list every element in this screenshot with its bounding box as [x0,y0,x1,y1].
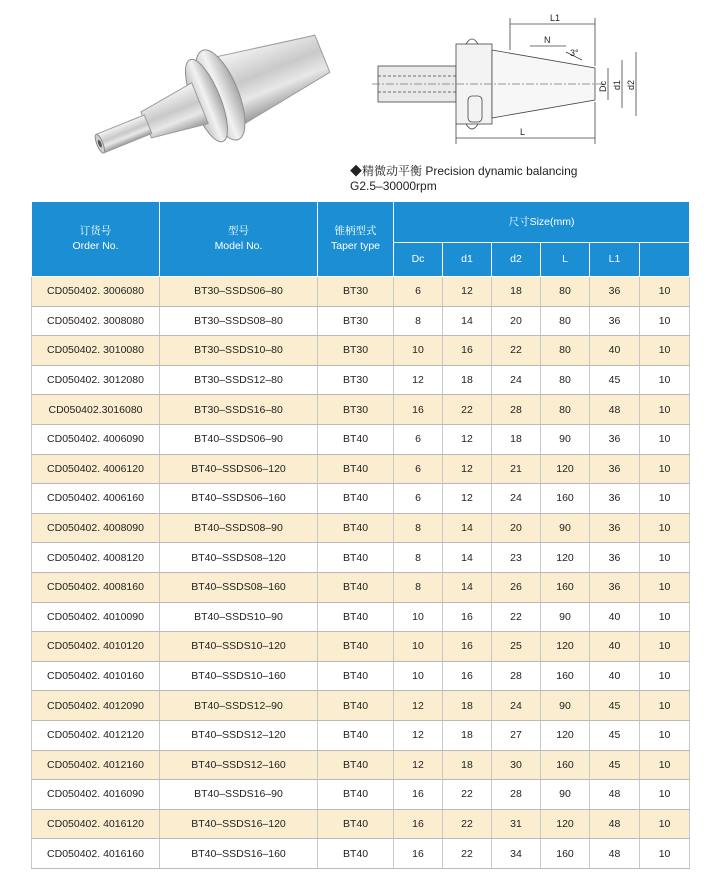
cell-d2: 31 [492,809,541,839]
cell-extra: 10 [640,454,690,484]
cell-model-no: BT40–SSDS08–90 [160,513,318,543]
caption-rpm: G2.5–30000rpm [350,179,437,193]
col-l: L [541,243,590,277]
cell-dc: 12 [394,750,443,780]
cell-d1: 16 [443,336,492,366]
table-row [32,750,690,780]
cell-d2: 18 [492,277,541,307]
cell-taper-type: BT40 [318,513,394,543]
cell-d1: 22 [443,809,492,839]
cell-dc: 10 [394,602,443,632]
cell-model-no: BT30–SSDS16–80 [160,395,318,425]
cell-d2: 26 [492,572,541,602]
cell-order-no: CD050402. 4010160 [32,661,160,691]
cell-l: 120 [541,454,590,484]
table-row [32,277,690,307]
col-extra [640,243,690,277]
cell-taper-type: BT40 [318,750,394,780]
cell-l: 90 [541,691,590,721]
cell-d1: 12 [443,454,492,484]
cell-order-no: CD050402. 3008080 [32,306,160,336]
cell-l: 160 [541,484,590,514]
cell-extra: 10 [640,424,690,454]
col-d1: d1 [443,243,492,277]
cell-dc: 10 [394,336,443,366]
cell-d1: 12 [443,484,492,514]
cell-dc: 16 [394,395,443,425]
cell-dc: 8 [394,572,443,602]
balancing-caption [350,164,577,194]
cell-taper-type: BT30 [318,395,394,425]
cell-l1: 45 [590,720,640,750]
table-row [32,336,690,366]
cell-l1: 40 [590,336,640,366]
cell-order-no: CD050402. 4016120 [32,809,160,839]
cell-order-no: CD050402. 4006090 [32,424,160,454]
cell-d2: 24 [492,484,541,514]
cell-model-no: BT40–SSDS10–120 [160,632,318,662]
cell-d2: 18 [492,424,541,454]
cell-d2: 21 [492,454,541,484]
cell-dc: 16 [394,839,443,869]
cell-l1: 36 [590,543,640,573]
table-row [32,543,690,573]
col-taper-type: 锥柄型式 Taper type [318,202,394,277]
cell-d1: 18 [443,720,492,750]
cell-l: 120 [541,720,590,750]
cell-l1: 36 [590,306,640,336]
table-row [32,513,690,543]
cell-taper-type: BT40 [318,484,394,514]
cell-d2: 20 [492,513,541,543]
cell-extra: 10 [640,602,690,632]
cell-l: 90 [541,513,590,543]
table-row [32,720,690,750]
cell-model-no: BT40–SSDS16–160 [160,839,318,869]
cell-l: 160 [541,572,590,602]
cell-l: 160 [541,839,590,869]
cell-order-no: CD050402. 3006080 [32,277,160,307]
cell-d2: 28 [492,395,541,425]
cell-d2: 27 [492,720,541,750]
cell-model-no: BT40–SSDS08–160 [160,572,318,602]
cell-d2: 23 [492,543,541,573]
cell-dc: 10 [394,632,443,662]
cell-d1: 14 [443,572,492,602]
cell-dc: 6 [394,454,443,484]
drawing-label-angle: 3° [570,48,579,58]
cell-taper-type: BT40 [318,720,394,750]
cell-l: 160 [541,661,590,691]
cell-taper-type: BT40 [318,780,394,810]
cell-l: 80 [541,395,590,425]
cell-extra: 10 [640,809,690,839]
cell-model-no: BT30–SSDS12–80 [160,365,318,395]
cell-l1: 36 [590,572,640,602]
cell-model-no: BT40–SSDS12–120 [160,720,318,750]
col-l1: L1 [590,243,640,277]
cell-l1: 40 [590,661,640,691]
cell-d1: 14 [443,306,492,336]
tool-holder-photo [80,5,350,185]
cell-d1: 22 [443,839,492,869]
cell-d2: 22 [492,336,541,366]
cell-order-no: CD050402. 3012080 [32,365,160,395]
cell-l: 80 [541,306,590,336]
col-d2: d2 [492,243,541,277]
drawing-label-n: N [544,35,551,45]
cell-dc: 8 [394,306,443,336]
cell-extra: 10 [640,572,690,602]
table-row [32,602,690,632]
cell-taper-type: BT40 [318,454,394,484]
cell-d1: 22 [443,780,492,810]
cell-taper-type: BT40 [318,632,394,662]
cell-model-no: BT40–SSDS06–90 [160,424,318,454]
cell-model-no: BT40–SSDS06–120 [160,454,318,484]
cell-l: 120 [541,543,590,573]
cell-l1: 36 [590,484,640,514]
cell-taper-type: BT40 [318,809,394,839]
cell-l: 80 [541,277,590,307]
table-row [32,484,690,514]
cell-l1: 48 [590,780,640,810]
cell-d1: 22 [443,395,492,425]
col-order-no: 订货号 Order No. [32,202,160,277]
cell-model-no: BT40–SSDS08–120 [160,543,318,573]
cell-l1: 48 [590,395,640,425]
cell-l1: 48 [590,839,640,869]
cell-d1: 16 [443,661,492,691]
cell-extra: 10 [640,484,690,514]
cell-dc: 8 [394,513,443,543]
drawing-label-dc: Dc [598,81,608,92]
cell-order-no: CD050402.3016080 [32,395,160,425]
cell-extra: 10 [640,839,690,869]
cell-dc: 6 [394,484,443,514]
cell-taper-type: BT40 [318,602,394,632]
cell-taper-type: BT30 [318,277,394,307]
cell-taper-type: BT30 [318,336,394,366]
table-row [32,572,690,602]
table-row [32,691,690,721]
cell-d1: 16 [443,632,492,662]
cell-order-no: CD050402. 4012120 [32,720,160,750]
cell-taper-type: BT40 [318,572,394,602]
cell-model-no: BT40–SSDS12–90 [160,691,318,721]
cell-dc: 8 [394,543,443,573]
col-size-group: 尺寸Size(mm) [394,202,690,243]
cell-l1: 45 [590,750,640,780]
cell-model-no: BT40–SSDS10–90 [160,602,318,632]
cell-l1: 36 [590,513,640,543]
cell-extra: 10 [640,543,690,573]
table-row [32,661,690,691]
table-row [32,454,690,484]
cell-d2: 28 [492,780,541,810]
drawing-label-d1: d1 [612,79,622,90]
cell-model-no: BT30–SSDS10–80 [160,336,318,366]
cell-l: 120 [541,632,590,662]
cell-taper-type: BT30 [318,306,394,336]
cell-model-no: BT40–SSDS16–90 [160,780,318,810]
cell-order-no: CD050402. 4008120 [32,543,160,573]
cell-extra: 10 [640,720,690,750]
cell-d1: 18 [443,691,492,721]
cell-extra: 10 [640,780,690,810]
cell-order-no: CD050402. 4010090 [32,602,160,632]
cell-l: 80 [541,365,590,395]
cell-extra: 10 [640,395,690,425]
cell-d2: 25 [492,632,541,662]
table-row [32,632,690,662]
cell-extra: 10 [640,277,690,307]
cell-model-no: BT30–SSDS08–80 [160,306,318,336]
cell-l: 80 [541,336,590,366]
cell-d2: 30 [492,750,541,780]
cell-taper-type: BT40 [318,661,394,691]
table-row [32,365,690,395]
cell-order-no: CD050402. 4010120 [32,632,160,662]
cell-extra: 10 [640,632,690,662]
table-row [32,306,690,336]
cell-taper-type: BT40 [318,691,394,721]
caption-cn: ◆精微动平衡 [350,164,423,178]
table-row [32,839,690,869]
cell-d2: 22 [492,602,541,632]
cell-l1: 36 [590,424,640,454]
cell-dc: 6 [394,277,443,307]
cell-model-no: BT40–SSDS16–120 [160,809,318,839]
cell-model-no: BT40–SSDS10–160 [160,661,318,691]
table-row [32,424,690,454]
drawing-label-d2: d2 [626,79,636,90]
cell-order-no: CD050402. 4012160 [32,750,160,780]
spec-table [31,201,690,869]
cell-l1: 45 [590,365,640,395]
cell-d1: 14 [443,543,492,573]
cell-taper-type: BT40 [318,424,394,454]
table-row [32,395,690,425]
cell-model-no: BT40–SSDS06–160 [160,484,318,514]
cell-dc: 6 [394,424,443,454]
cell-dc: 10 [394,661,443,691]
cell-order-no: CD050402. 4016160 [32,839,160,869]
cell-order-no: CD050402. 4006160 [32,484,160,514]
cell-order-no: CD050402. 4008160 [32,572,160,602]
cell-l: 160 [541,750,590,780]
cell-d1: 16 [443,602,492,632]
cell-l1: 40 [590,602,640,632]
cell-extra: 10 [640,661,690,691]
cell-extra: 10 [640,513,690,543]
cell-d2: 24 [492,691,541,721]
cell-l: 90 [541,780,590,810]
cell-l: 90 [541,602,590,632]
cell-d1: 12 [443,424,492,454]
col-model-no: 型号 Model No. [160,202,318,277]
table-row [32,780,690,810]
cell-taper-type: BT40 [318,839,394,869]
cell-extra: 10 [640,336,690,366]
cell-d2: 24 [492,365,541,395]
cell-order-no: CD050402. 4006120 [32,454,160,484]
cell-l1: 40 [590,632,640,662]
cell-extra: 10 [640,750,690,780]
cell-model-no: BT30–SSDS06–80 [160,277,318,307]
cell-model-no: BT40–SSDS12–160 [160,750,318,780]
cell-l1: 36 [590,454,640,484]
cell-d2: 20 [492,306,541,336]
cell-d2: 34 [492,839,541,869]
caption-en: Precision dynamic balancing [425,164,578,178]
cell-dc: 16 [394,780,443,810]
cell-d2: 28 [492,661,541,691]
cell-d1: 14 [443,513,492,543]
table-row [32,809,690,839]
cell-d1: 18 [443,365,492,395]
cell-l1: 36 [590,277,640,307]
cell-taper-type: BT40 [318,543,394,573]
cell-dc: 12 [394,365,443,395]
cell-d1: 12 [443,277,492,307]
cell-taper-type: BT30 [318,365,394,395]
cell-order-no: CD050402. 4012090 [32,691,160,721]
cell-dc: 16 [394,809,443,839]
cell-l: 120 [541,809,590,839]
cell-dc: 12 [394,691,443,721]
drawing-label-l1: L1 [550,13,561,23]
col-dc: Dc [394,243,443,277]
cell-order-no: CD050402. 4008090 [32,513,160,543]
cell-l1: 45 [590,691,640,721]
cell-extra: 10 [640,365,690,395]
cell-order-no: CD050402. 4016090 [32,780,160,810]
cell-order-no: CD050402. 3010080 [32,336,160,366]
cell-d1: 18 [443,750,492,780]
cell-extra: 10 [640,691,690,721]
cell-dc: 12 [394,720,443,750]
cell-l1: 48 [590,809,640,839]
cell-l: 90 [541,424,590,454]
cell-extra: 10 [640,306,690,336]
technical-drawing [370,10,660,160]
drawing-label-l: L [520,127,526,137]
